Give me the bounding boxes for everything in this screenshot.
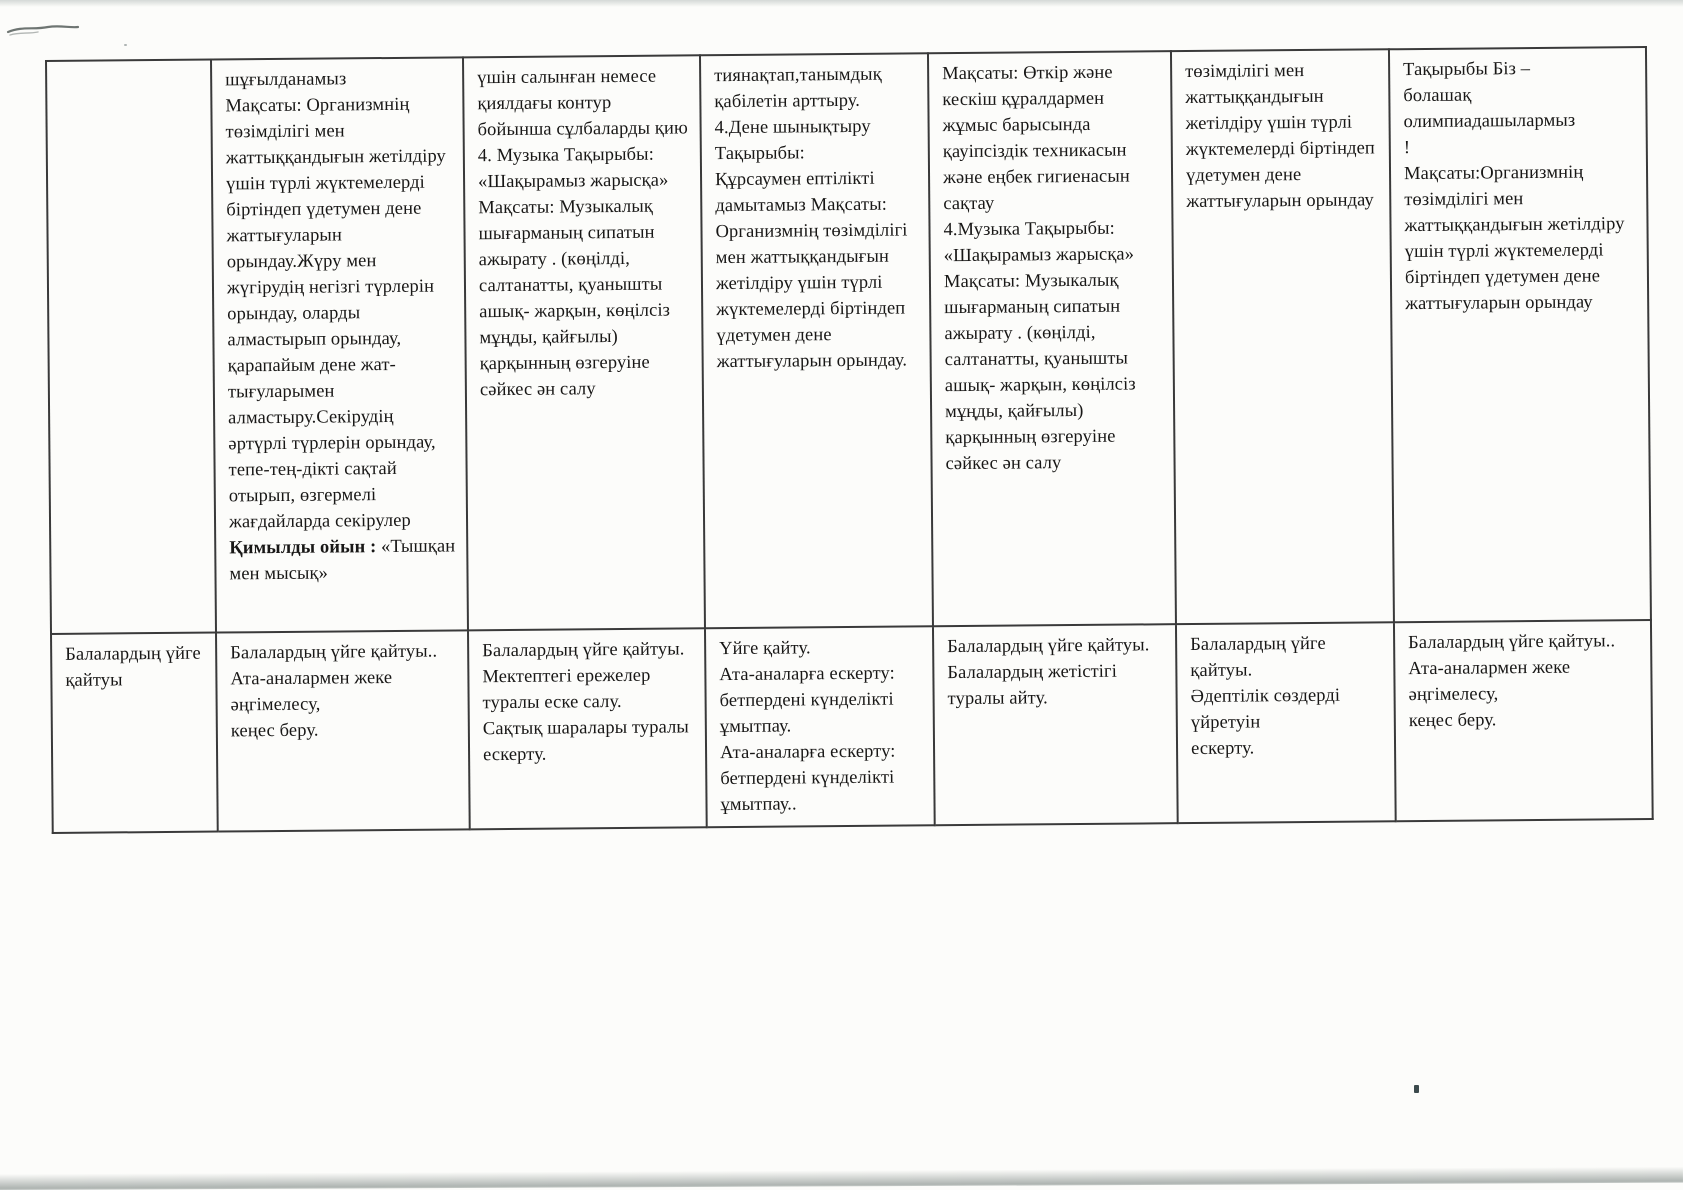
table-cell-day4-activities: Мақсаты: Өткір және кескіш құралдармен жұмыс барысында қауіпсіздік техникасын және еңбек гигиенасын сақтау 4.Музыка Тақырыбы: «Шақырамыз жарысқа» Мақсаты: Музыкалық шығарманың сипатын ажырату . (көңілді, салтанатты, қуанышты ашық- жарқын, көңілсіз мұңды, қайғылы) қарқынның өзгеруіне сәйкес ән салу [928,51,1176,626]
scan-edge-artifact-top [0,0,1683,7]
table-cell-day1-going-home: Балалардың үйге қайтуы.. Ата-аналармен жеке әңгімелесу, кеңес беру. [216,630,470,831]
pen-scribble-mark [4,18,114,42]
scan-speck-artifact [124,44,127,46]
scan-edge-artifact-bottom [0,1167,1683,1190]
table-cell-day6-activities: Тақырыбы Біз – болашақ олимпиадашылармыз ! Мақсаты:Организмнің төзімділігі мен жаттыққандығын жетілдіру үшін түрлі жүктемелерді біртіндеп үдетумен дене жаттығуларын орындау [1389,47,1651,622]
table-row-going-home [51,620,1653,833]
lesson-plan-table [45,46,1654,834]
row-header-cell-going-home: Балалардың үйге қайтуы [51,633,218,833]
cell-text: «Тышқан мен мысық» [229,536,456,585]
cell-text: шұғылданамыз Мақсаты: Организмнің төзімділігі мен жаттыққандығын жетілдіру үшін түрлі жүктемелерді біртіндеп үдетумен дене жаттығуларын орындау.Жүру мен жүгірудің негізгі түрлерін орындау, оларды алмастырып орындау, қарапайым дене жат-тығуларымен алмастыру.Секірудің әртүрлі түрлерін орындау, тепе-тең-дікті сақтай отырып, өзгермелі жағдайларда секірулер [225,69,446,533]
row-label-cell-empty [46,60,216,634]
table-cell-day3-activities: тиянақтап,танымдық қабілетін арттыру. 4.Дене шынықтыру Тақырыбы: Құрсаумен ептілікті дамытамыз Мақсаты: Организмнің төзімділігі мен жаттыққандығын жетілдіру үшін түрлі жүктемелерді біртіндеп үдетумен дене жаттығуларын орындау. [700,53,933,628]
table-cell-day5-activities: төзімділігі мен жаттыққандығын жетілдіру үшін түрлі жүктемелерді біртіндеп үдетумен дене жаттығуларын орындау [1171,49,1394,624]
table-row-activities [46,47,1651,634]
table-cell-day5-going-home: Балалардың үйге қайтуы. Әдептілік сөздерді үйретуін ескерту. [1176,622,1396,823]
table-cell-day6-going-home: Балалардың үйге қайтуы.. Ата-аналармен жеке әңгімелесу, кеңес беру. [1394,620,1653,821]
table-cell-day2-activities: үшін салынған немесе қиялдағы контур бойынша сұлбаларды қию 4. Музыка Тақырыбы: «Шақырамыз жарысқа» Мақсаты: Музыкалық шығарманың сипатын ажырату . (көңілді, салтанатты, қуанышты ашық- жарқын, көңілсіз мұңды, қайғылы) қарқынның өзгеруіне сәйкес ән салу [463,55,705,630]
cell-text-bold-game-label: Қимылды ойын : [229,537,377,559]
table-cell-day3-going-home: Үйге қайту. Ата-аналарға ескерту: бетпердені күнделікті ұмытпау. Ата-аналарға ескерту: бетпердені күнделікті ұмытпау.. [705,626,935,827]
table-cell-day4-going-home: Балалардың үйге қайтуы. Балалардың жетістігі туралы айту. [933,624,1178,825]
table-cell-day2-going-home: Балалардың үйге қайтуы. Мектептегі ережелер туралы еске салу. Сақтық шаралары туралы ескерту. [468,628,707,829]
table-cell-day1-activities [211,57,468,632]
scan-speck-artifact [1414,1085,1419,1093]
